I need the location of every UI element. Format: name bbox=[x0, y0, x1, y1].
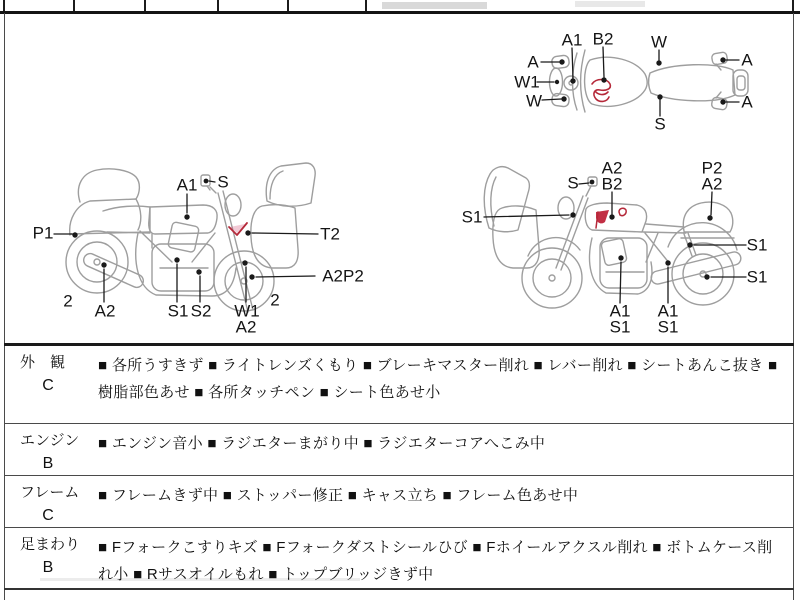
top-view-bike bbox=[537, 47, 748, 116]
section-row-undercarriage bbox=[4, 527, 794, 588]
diagram-label-w: W bbox=[650, 32, 668, 52]
category-label: エンジン bbox=[20, 432, 80, 449]
defect-items: ■ フレームきず中 ■ ストッパー修正 ■ キャス立ち ■ フレーム色あせ中 bbox=[98, 487, 579, 504]
diagram-label-b2: B2 bbox=[601, 174, 623, 194]
diagram-label-p2: P2 bbox=[701, 158, 723, 178]
diagram-label-s1: S1 bbox=[167, 301, 189, 321]
section-row-engine bbox=[4, 423, 794, 475]
right-side-bike bbox=[484, 167, 746, 308]
diagram-label-a1: A1 bbox=[561, 30, 583, 50]
diagram-label-p1: P1 bbox=[32, 223, 54, 243]
section-row-exterior bbox=[4, 346, 794, 423]
diagram-label-s: S bbox=[654, 114, 666, 134]
diagram-label-a: A bbox=[527, 52, 539, 72]
grade-value: C bbox=[42, 507, 54, 524]
diagram-label-s1: S1 bbox=[657, 317, 679, 337]
diagram-label-a2: A2 bbox=[701, 174, 723, 194]
diagram-label-2: 2 bbox=[270, 290, 280, 310]
diagram-label-a: A bbox=[741, 50, 753, 70]
diagram-label-b2: B2 bbox=[592, 29, 614, 49]
diagram-label-w1: W1 bbox=[234, 301, 260, 321]
diagram-label-a: A bbox=[741, 92, 753, 112]
grade-value: C bbox=[42, 377, 54, 394]
diagram-label-a2: A2 bbox=[235, 317, 257, 337]
defect-items: ■ 各所うすきず ■ ライトレンズくもり ■ ブレーキマスター削れ ■ レバー削れ ■ シートあんこ抜き ■ 樹脂部色あせ ■ 各所タッチペン ■ シート色あせ小 bbox=[98, 357, 778, 401]
diagram-label-a2: A2 bbox=[601, 158, 623, 178]
diagram-label-s1: S1 bbox=[746, 235, 768, 255]
diagram-label-s1: S1 bbox=[746, 267, 768, 287]
grade-value: B bbox=[42, 559, 54, 576]
condition-table bbox=[4, 343, 794, 590]
category-label: フレーム bbox=[20, 484, 80, 501]
diagram-label-s: S bbox=[567, 173, 579, 193]
diagram-label-t2: T2 bbox=[320, 224, 340, 244]
diagram-label-a2: A2 bbox=[94, 301, 116, 321]
defect-items: ■ Fフォークこすりキズ ■ Fフォークダストシールひび ■ Fホイールアクスル削れ ■ ボトムケース削れ小 ■ Rサスオイルもれ ■ トップブリッジきず中 bbox=[98, 539, 773, 583]
diagram-label-2: 2 bbox=[63, 291, 73, 311]
diagram-label-s1: S1 bbox=[461, 207, 483, 227]
defect-items: ■ エンジン音小 ■ ラジエターまがり中 ■ ラジエターコアへこみ中 bbox=[98, 435, 546, 452]
diagram-label-w1: W1 bbox=[514, 72, 540, 92]
diagram-label-a1: A1 bbox=[657, 301, 679, 321]
diagram-label-a1: A1 bbox=[176, 175, 198, 195]
grade-value: B bbox=[42, 455, 54, 472]
diagram-label-s2: S2 bbox=[190, 301, 212, 321]
left-side-bike bbox=[54, 163, 318, 312]
category-label: 外 観 bbox=[20, 354, 66, 371]
diagram-label-w: W bbox=[525, 91, 543, 111]
category-label: 足まわり bbox=[20, 536, 81, 553]
diagram-label-s1: S1 bbox=[609, 317, 631, 337]
section-row-frame bbox=[4, 475, 794, 527]
diagram-label-a2p2: A2P2 bbox=[322, 266, 364, 286]
diagram-label-a1: A1 bbox=[609, 301, 631, 321]
diagram-label-s: S bbox=[217, 172, 229, 192]
